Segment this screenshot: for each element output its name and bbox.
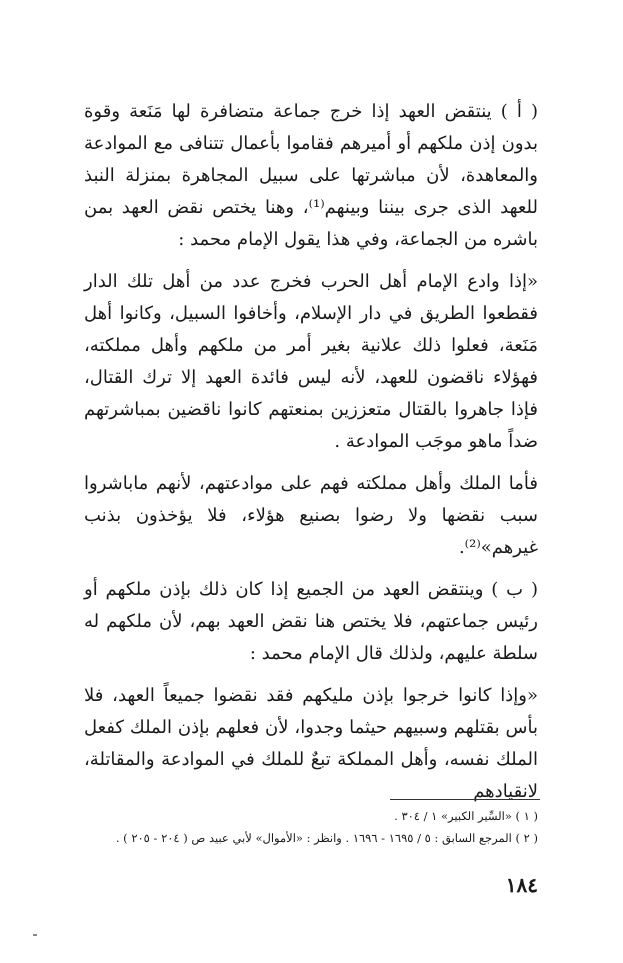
paragraph-a: ( أ ) ينتقض العهد إذا خرج جماعة متضافرة لها مَنَعة وقوة بدون إذن ملكهم أو أميرهم فقاموا بأعمال تتنافى مع الموادعة والمعاهدة، لأن مباشرتها على سبيل المجاهرة بمنزلة النبذ للعهد الذى جرى بيننا وبينهم⁽¹⁾، وهنا يختص نقض العهد بمن باشره من الجماعة، وفي هذا يقول الإمام محمد :: [84, 101, 538, 250]
footnotes: [84, 805, 538, 849]
footnote-1: ( ١ ) «السِّير الكبير» ١ / ٣٠٤ .: [394, 809, 538, 823]
quote-paragraph-3: «وإذا كانوا خرجوا بإذن مليكهم فقد نقضوا جميعاً العهد، فلا بأس بقتلهم وسبيهم حيثما وجدوا، لأن فعلهم بإذن الملك كفعل الملك نفسه، وأهل المملكة تبعٌ للملك في الموادعة والمقاتلة، لانقيادهم: [84, 685, 538, 802]
footnote-divider: [390, 799, 540, 800]
scan-speck: [33, 934, 37, 936]
quote-paragraph-1: «إذا وادع الإمام أهل الحرب فخرج عدد من أهل تلك الدار فقطعوا الطريق في دار الإسلام، وأخافوا السبيل، وكانوا أهل مَنَعة، فعلوا ذلك علانية بغير أمر من ملكهم وأهل مملكته، فهؤلاء ناقضون للعهد، لأنه ليس فائدة العهد إلا ترك القتال، فإذا جاهروا بالقتال متعززين بمنعتهم كانوا ناقضين بمباشرتهم ضداً ماهو موجَب الموادعة .: [84, 271, 538, 452]
page-number: ١٨٤: [505, 873, 538, 897]
paragraph-b: ( ب ) وينتقض العهد من الجميع إذا كان ذلك بإذن ملكهم أو رئيس جماعتهم، فلا يختص هنا نقض العهد بهم، لأن ملكهم له سلطة عليهم، ولذلك قال الإمام محمد :: [84, 579, 538, 664]
main-text: [84, 96, 538, 808]
footnote-2: ( ٢ ) المرجع السابق : ٥ / ١٦٩٥ - ١٦٩٦ . وانظر : «الأموال» لأبي عبيد ص ( ٢٠٤ - ٢٠٥ ) .: [115, 831, 538, 845]
quote-paragraph-2: فأما الملك وأهل مملكته فهم على موادعتهم، لأنهم ماباشروا سبب نقضها ولا رضوا بصنيع هؤلاء، فلا يؤخذون بذنب غيرهم»⁽²⁾.: [84, 473, 538, 558]
